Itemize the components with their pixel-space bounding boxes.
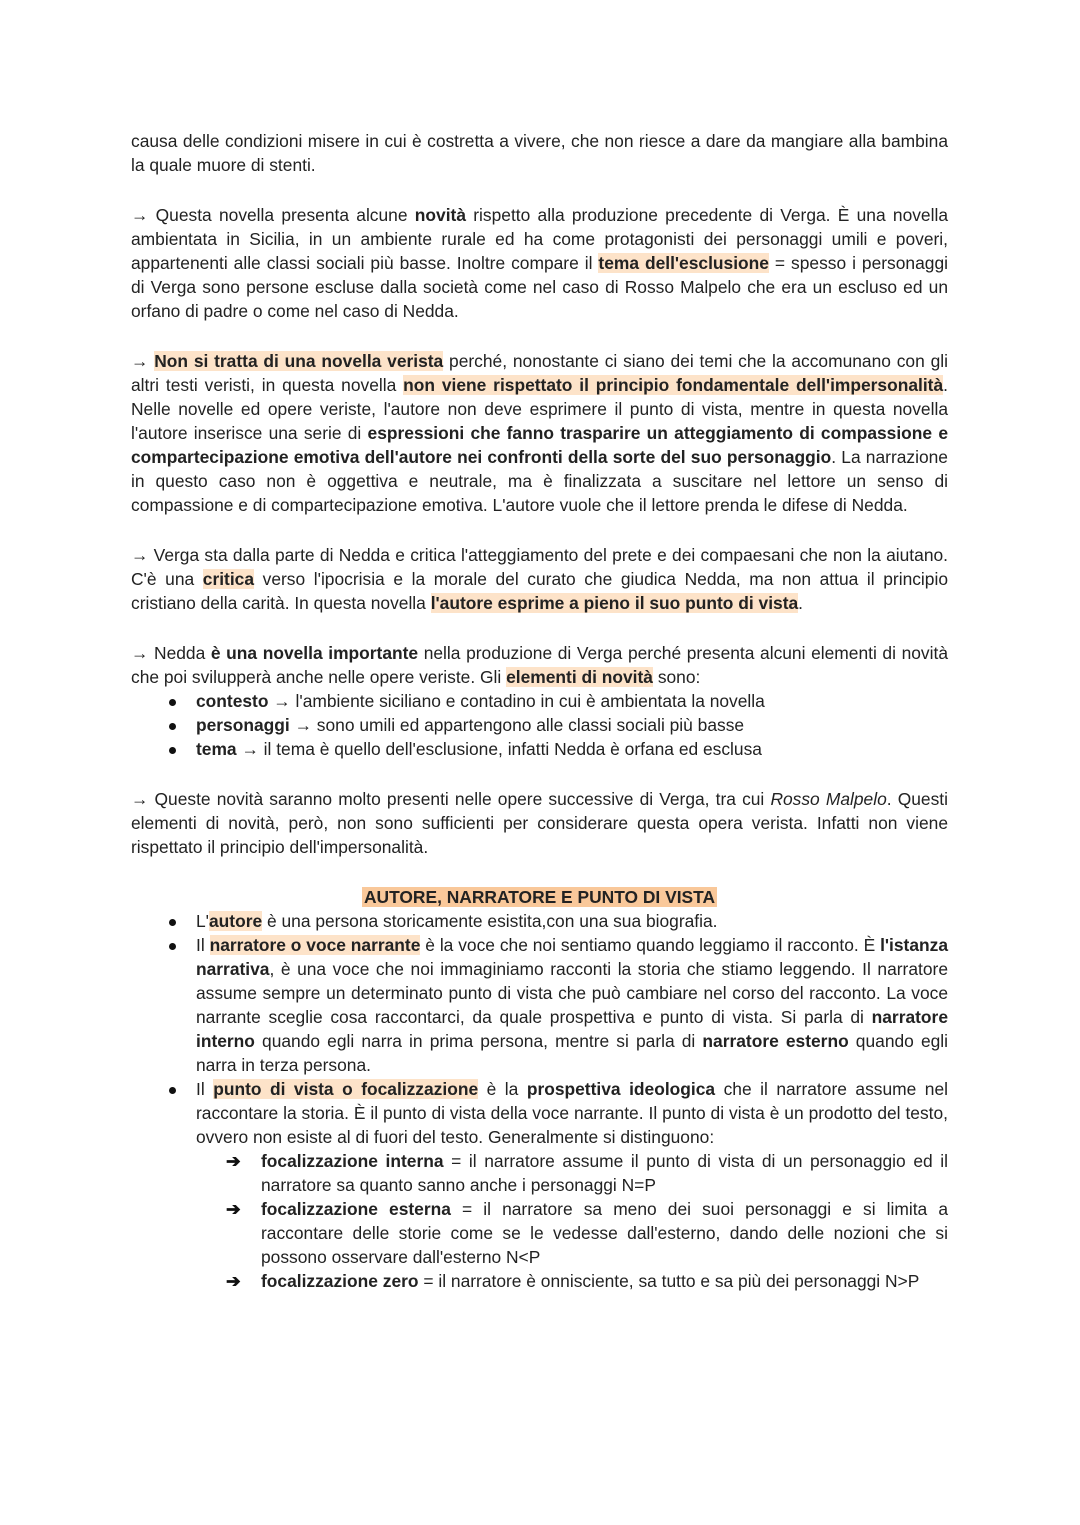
- bullet-icon: [169, 699, 176, 706]
- section-heading-wrap: [131, 885, 948, 909]
- arrow-icon: ➔: [226, 1271, 241, 1291]
- list-item: contesto → l'ambiente siciliano e contadino in cui è ambientata la novella: [131, 689, 948, 713]
- bold-important: è una novella importante: [210, 643, 419, 663]
- paragraph-novelty: → Questa novella presenta alcune novità rispetto alla produzione precedente di Verga. È una novella ambientata in Sicilia, in un ambiente rurale ed ha come protagonisti dei personaggi umili e poveri, appartenenti alle classi sociali più basse. Inoltre compare il tema dell'esclusione = spesso i personaggi di Verga sono persone escluse dalla società come nel caso di Rosso Malpelo che era un escluso ed un orfano di padre o come nel caso di Nedda.: [131, 205, 949, 321]
- highlight-critica: critica: [202, 569, 255, 589]
- novelty-term: novità: [414, 205, 466, 225]
- highlight-novelty-elements: elementi di novità: [506, 667, 653, 687]
- bullet-icon: [169, 723, 176, 730]
- paragraph-not-verist: → Non si tratta di una novella verista perché, nonostante ci siano dei temi che la accomunano con gli altri testi veristi, in questa novella non viene rispettato il principio fondamentale dell'impersonalità. Nelle novelle ed opere veriste, l'autore non deve esprimere il punto di vista, mentre in questa novella l'autore inserisce una serie di espressioni che fanno trasparire un atteggiamento di compassione e compartecipazione emotiva dell'autore nei confronti della sorte del suo personaggio. La narrazione in questo caso non è oggettiva e neutrale, ma è finalizzata a suscitare nel lettore un senso di compassione e di compartecipazione emotiva. L'autore vuole che il lettore prenda le difese di Nedda.: [131, 351, 948, 515]
- bold-compassion: espressioni che fanno trasparire un atteggiamento di compassione e compartecipazione emotiva dell'autore nei confronti della sorte del suo personaggio: [131, 423, 948, 467]
- list-item: personaggi → sono umili ed appartengono alle classi sociali più basse: [131, 713, 948, 737]
- bullet-icon: [169, 1087, 176, 1094]
- highlight-exclusion-theme: tema dell'esclusione: [598, 253, 769, 273]
- definitions-list: [131, 909, 948, 1149]
- list-item: tema → il tema è quello dell'esclusione, infatti Nedda è orfana ed esclusa: [131, 737, 948, 761]
- section-heading: AUTORE, NARRATORE E PUNTO DI VISTA: [363, 887, 716, 907]
- paragraph-critique: → Verga sta dalla parte di Nedda e critica l'atteggiamento del prete e dei compaesani che non la aiutano. C'è una critica verso l'ipocrisia e la morale del curato che giudica Nedda, ma non attua il principio cristiano della carità. In questa novella l'autore esprime a pieno il suo punto di vista.: [131, 545, 949, 613]
- bullet-icon: [169, 747, 176, 754]
- arrow-icon: ➔: [226, 1199, 241, 1219]
- highlight-not-verist: Non si tratta di una novella verista: [154, 351, 444, 371]
- list-item: ➔ focalizzazione interna = il narratore assume il punto di vista di un personaggio ed il narratore sa quanto sanno anche i personaggi N=P: [226, 1151, 948, 1195]
- highlight-author-view: l'autore esprime a pieno il suo punto di vista: [430, 593, 799, 613]
- bullet-icon: [169, 943, 176, 950]
- novelty-list: [131, 689, 948, 761]
- list-item-narratore: Il narratore o voce narrante è la voce che noi sentiamo quando leggiamo il racconto. È l'istanza narrativa, è una voce che noi immaginiamo racconti la storia che stiamo leggendo. Il narratore assume sempre un determinato punto di vista che può cambiare nel corso del racconto. La voce narrante sceglie cosa raccontarci, da quale prospettiva e punto di vista. Si parla di narratore interno quando egli narra in prima persona, mentre si parla di narratore esterno quando egli narra in terza persona.: [131, 933, 948, 1077]
- focalization-list: [196, 1149, 948, 1293]
- paragraph-intro: causa delle condizioni misere in cui è costretta a vivere, che non riesce a dare da mangiare alla bambina la quale muore di stenti.: [131, 131, 948, 175]
- arrow-icon: ➔: [226, 1151, 241, 1171]
- paragraph-future: → Queste novità saranno molto presenti nelle opere successive di Verga, tra cui Rosso Malpelo. Questi elementi di novità, però, non sono sufficienti per considerare questa opera verista. Infatti non viene rispettato il principio dell'impersonalità.: [131, 789, 948, 857]
- document-page: [131, 129, 948, 1293]
- list-item: ➔ focalizzazione esterna = il narratore sa meno dei suoi personaggi e si limita a raccontare delle storie come se le vedesse dall'esterno, dando delle nozioni che si possono osservare dall'esterno N<P: [226, 1199, 948, 1267]
- highlight-impersonality: non viene rispettato il principio fondamentale dell'impersonalità: [403, 375, 944, 395]
- title-rosso-malpelo: Rosso Malpelo: [770, 789, 887, 809]
- bullet-icon: [169, 919, 176, 926]
- paragraph-importance: → Nedda è una novella importante nella produzione di Verga perché presenta alcuni elementi di novità che poi svilupperà anche nelle opere veriste. Gli elementi di novità sono:: [131, 643, 948, 687]
- list-item-autore: L'autore è una persona storicamente esistita,con una sua biografia.: [131, 909, 948, 933]
- list-item: ➔ focalizzazione zero = il narratore è onnisciente, sa tutto e sa più dei personaggi N>P: [226, 1271, 920, 1291]
- list-item-punto-di-vista: Il punto di vista o focalizzazione è la prospettiva ideologica che il narratore assume nel raccontare la storia. È il punto di vista della voce narrante. Il punto di vista è un prodotto del testo, ovvero non esiste al di fuori del testo. Generalmente si distinguono:: [131, 1077, 948, 1149]
